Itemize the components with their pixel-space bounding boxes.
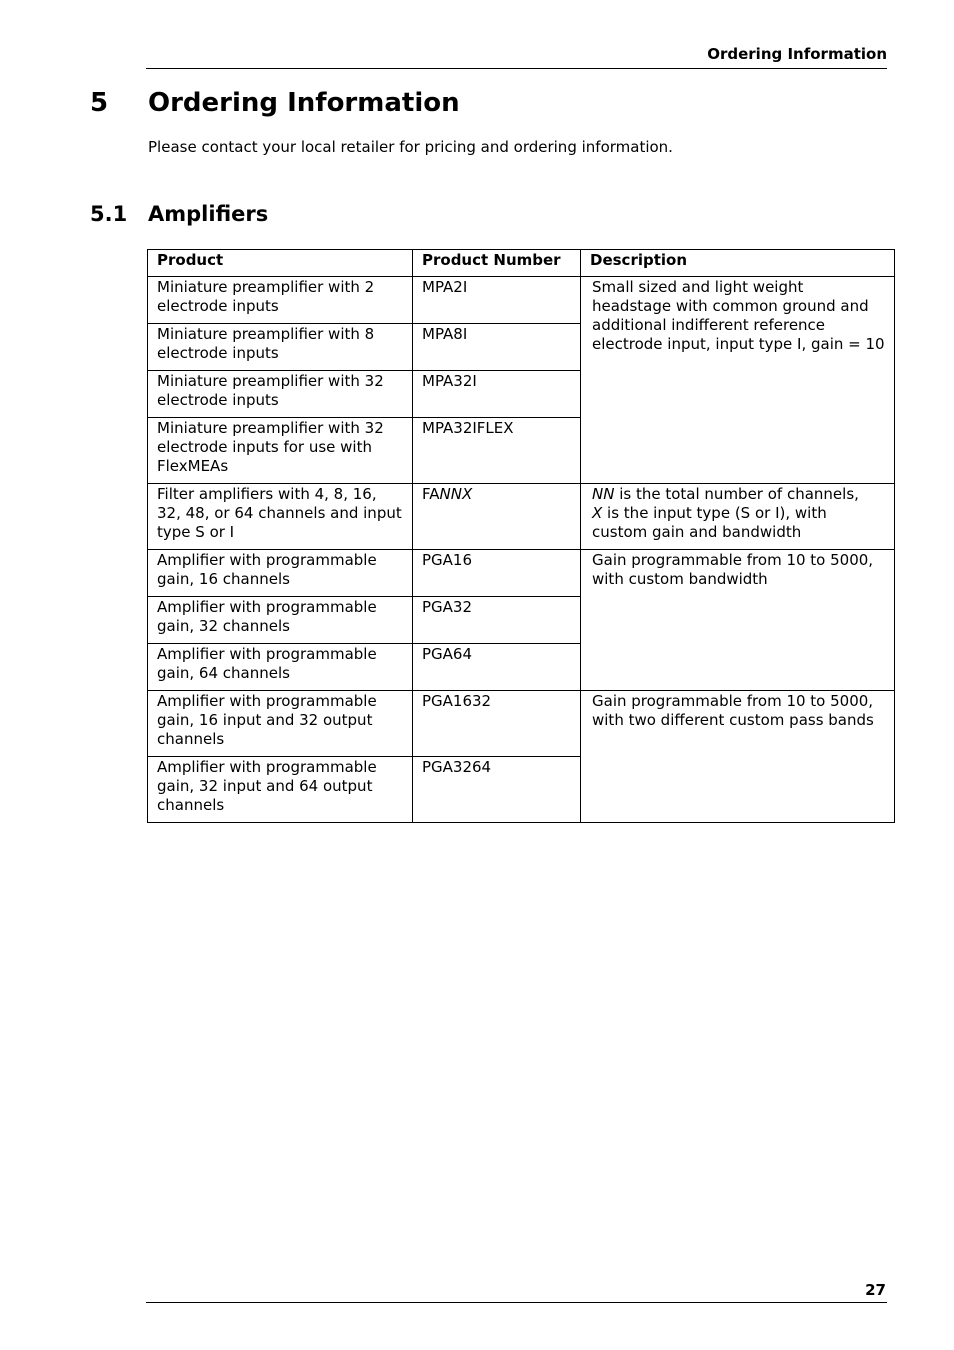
table-row: [148, 484, 895, 550]
product-number-cell: PGA1632: [413, 691, 581, 757]
product-number-cell: [413, 484, 581, 550]
table-row: [148, 691, 895, 757]
description-cell: [581, 484, 895, 550]
product-cell: Amplifier with programmable gain, 32 input and 64 output channels: [148, 757, 413, 823]
table-row: [148, 277, 895, 324]
product-number-cell: MPA8I: [413, 324, 581, 371]
product-cell: Miniature preamplifier with 32 electrode inputs: [148, 371, 413, 418]
product-cell: Filter amplifiers with 4, 8, 16, 32, 48, or 64 channels and input type S or I: [148, 484, 413, 550]
variable-x: X: [592, 504, 603, 522]
product-cell: Miniature preamplifier with 32 electrode inputs for use with FlexMEAs: [148, 418, 413, 484]
section-heading: [90, 200, 268, 228]
product-number-cell: PGA64: [413, 644, 581, 691]
product-number-cell: PGA3264: [413, 757, 581, 823]
table-header-row: [148, 250, 895, 277]
running-header: Ordering Information: [707, 45, 887, 63]
table-row: [148, 550, 895, 597]
product-number-prefix: FA: [422, 485, 440, 503]
description-cell: Gain programmable from 10 to 5000, with two different custom pass bands: [581, 691, 895, 823]
product-cell: Amplifier with programmable gain, 16 input and 32 output channels: [148, 691, 413, 757]
product-number-cell: PGA16: [413, 550, 581, 597]
description-cell: Gain programmable from 10 to 5000, with custom bandwidth: [581, 550, 895, 691]
product-number-cell: MPA32IFLEX: [413, 418, 581, 484]
section-number: 5.1: [90, 202, 128, 226]
variable-nn: NN: [592, 485, 615, 503]
product-cell: Amplifier with programmable gain, 64 channels: [148, 644, 413, 691]
column-header-description: Description: [581, 250, 895, 277]
column-header-product-number: Product Number: [413, 250, 581, 277]
description-text: is the total number of channels,: [614, 485, 859, 503]
page-number: 27: [865, 1281, 886, 1299]
section-title: Amplifiers: [148, 202, 269, 226]
product-number-cell: MPA32I: [413, 371, 581, 418]
product-number-variable: NNX: [439, 485, 473, 503]
product-number-cell: PGA32: [413, 597, 581, 644]
chapter-number: 5: [90, 88, 109, 118]
chapter-heading: [90, 86, 460, 120]
product-number-cell: MPA2I: [413, 277, 581, 324]
header-divider: [146, 68, 887, 69]
description-cell: Small sized and light weight headstage with common ground and additional indifferent reference electrode input, input type I, gain = 10: [581, 277, 895, 484]
description-text: is the input type (S or I), with custom gain and bandwidth: [592, 504, 827, 541]
product-cell: Amplifier with programmable gain, 32 channels: [148, 597, 413, 644]
intro-paragraph: Please contact your local retailer for pricing and ordering information.: [148, 138, 673, 156]
footer-divider: [146, 1302, 887, 1303]
product-cell: Miniature preamplifier with 2 electrode inputs: [148, 277, 413, 324]
product-cell: Amplifier with programmable gain, 16 channels: [148, 550, 413, 597]
column-header-product: Product: [148, 250, 413, 277]
chapter-title: Ordering Information: [148, 88, 460, 118]
product-cell: Miniature preamplifier with 8 electrode inputs: [148, 324, 413, 371]
amplifiers-table: [147, 249, 895, 823]
